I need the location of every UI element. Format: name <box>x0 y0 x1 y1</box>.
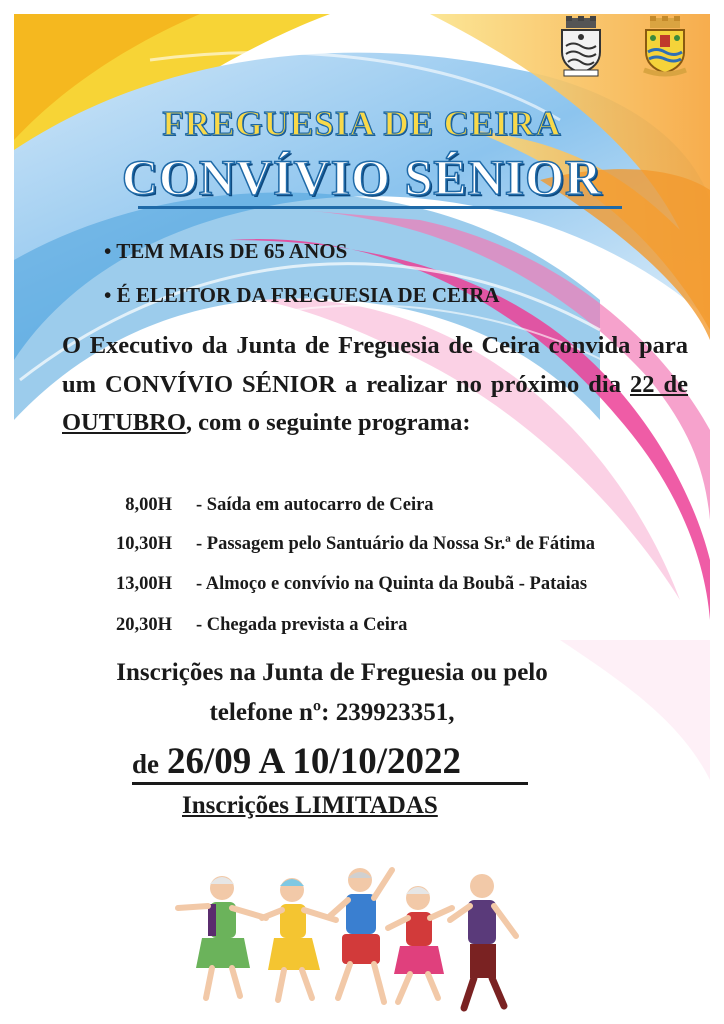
event-date: 22 de OUTUBRO <box>62 370 689 436</box>
dancer-3 <box>330 868 392 1002</box>
requirement-voter: • É ELEITOR DA FREGUESIA DE CEIRA <box>104 283 500 307</box>
schedule-description: - Chegada prevista a Ceira <box>196 615 408 635</box>
event-title-underline <box>138 206 622 209</box>
schedule-description: - Almoço e convívio na Quinta da Boubã - Pataias <box>196 574 588 594</box>
schedule-time: 8,00H <box>125 495 172 515</box>
schedule-time: 10,30H <box>115 534 172 554</box>
invitation-paragraph <box>62 327 688 443</box>
schedule-time: 20,30H <box>115 615 172 635</box>
registration-info-line1: Inscrições na Junta de Freguesia ou pelo <box>116 659 548 686</box>
dancer-1 <box>178 876 266 998</box>
invitation-text-part1: O Executivo da Junta de Freguesia de Ceira convida para um CONVÍVIO SÉNIOR a realizar no próximo dia <box>62 332 688 398</box>
dancing-seniors-illustration <box>170 858 520 1018</box>
schedule-time: 13,00H <box>115 574 172 594</box>
registration-period-underline <box>132 782 528 785</box>
limited-registration-note: Inscrições LIMITADAS <box>182 792 438 819</box>
dancer-5 <box>450 874 516 1008</box>
event-title: CONVÍVIO SÉNIOR <box>121 149 603 205</box>
registration-period <box>132 740 461 783</box>
schedule-description: - Passagem pelo Santuário da Nossa Sr.ª de Fátima <box>196 534 596 554</box>
dancer-2 <box>262 878 336 1000</box>
invitation-text-part2: , com o seguinte programa: <box>185 409 471 436</box>
dancer-4 <box>388 886 452 1002</box>
ceira-coat-of-arms-icon <box>554 16 608 78</box>
registration-period-prefix: de <box>132 749 159 779</box>
schedule-description: - Saída em autocarro de Ceira <box>196 495 434 515</box>
parish-title: FREGUESIA DE CEIRA <box>162 104 562 143</box>
requirement-age: • TEM MAIS DE 65 ANOS <box>104 239 348 263</box>
registration-period-dates: 26/09 A 10/10/2022 <box>167 741 461 782</box>
junta-de-ceira-coat-of-arms-icon <box>638 16 692 78</box>
registration-phone: telefone nº: 239923351, <box>209 699 455 726</box>
